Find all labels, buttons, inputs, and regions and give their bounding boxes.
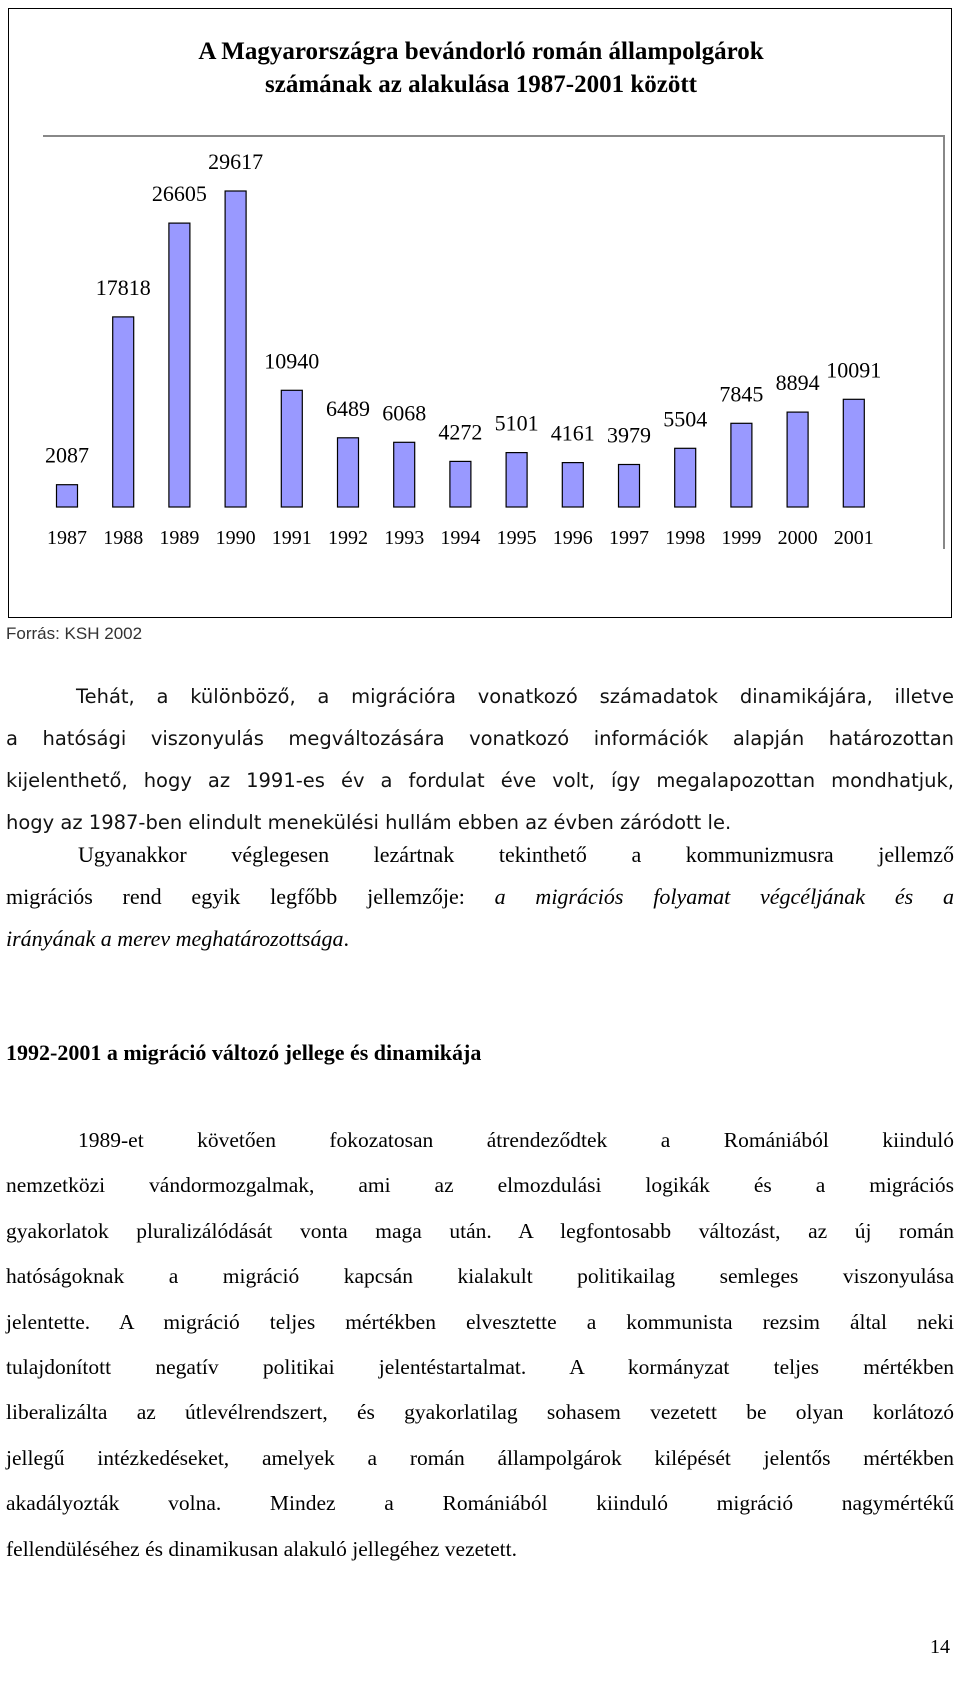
data-label-1999: 7845 (719, 381, 764, 407)
bar-1991 (281, 390, 302, 507)
data-label-1987: 2087 (45, 442, 89, 468)
paragraph-3-line: gyakorlatok pluralizálódását vonta maga után. A legfontosabb változást, az új román (6, 1218, 954, 1243)
bar-1993 (394, 442, 415, 507)
bar-1995 (506, 453, 527, 507)
paragraph-3-line: tulajdonított negatív politikai jelentéstartalmat. A kormányzat teljes mértékben (6, 1355, 954, 1380)
data-label-1992: 6489 (326, 395, 370, 421)
x-tick-1994: 1994 (440, 527, 481, 549)
paragraph-3-line: jellegű intézkedéseket, amelyek a román állampolgárok kilépését jelentős mértékben (6, 1445, 954, 1470)
chart-frame (8, 8, 952, 618)
chart-title-line-1: A Magyarországra bevándorló román állampolgárok (198, 38, 764, 65)
paragraph-1-line: Tehát, a különböző, a migrációra vonatkozó számadatok dinamikájára, illetve (76, 685, 954, 708)
chart-source: Forrás: KSH 2002 (6, 624, 143, 643)
x-tick-1997: 1997 (609, 527, 649, 549)
paragraph-1-line: kijelenthető, hogy az 1991-es év a fordulat éve volt, így megalapozottan mondhatjuk, (6, 769, 954, 792)
bar-1997 (619, 465, 640, 508)
bar-1994 (450, 461, 471, 507)
paragraph-3-line: liberalizálta az útlevélrendszert, és gyakorlatilag sohasem vezetett be olyan korlátozó (6, 1400, 954, 1425)
x-tick-2000: 2000 (777, 527, 818, 549)
data-label-1993: 6068 (382, 400, 427, 426)
x-tick-1999: 1999 (721, 527, 762, 549)
data-label-1998: 5504 (663, 406, 708, 432)
paragraph-2-emphasis: a migrációs folyamat végcéljának és a (494, 884, 954, 909)
x-tick-1996: 1996 (552, 527, 593, 549)
paragraph-2-emphasis: irányának a merev meghatározottsága (6, 926, 344, 951)
x-tick-1995: 1995 (496, 527, 537, 549)
paragraph-2-line (6, 876, 954, 918)
x-tick-1989: 1989 (159, 527, 200, 549)
x-tick-1990: 1990 (215, 527, 256, 549)
x-tick-1993: 1993 (384, 527, 425, 549)
bar-1996 (562, 463, 583, 507)
paragraph-2-text: migrációs rend egyik legfőbb jellemzője: (6, 884, 495, 909)
bar-1987 (57, 485, 78, 507)
paragraph-1 (6, 676, 954, 844)
x-tick-2001: 2001 (833, 527, 874, 549)
paragraph-2-line: Ugyanakkor véglegesen lezártnak tekinthető a kommunizmusra jellemző (78, 842, 954, 867)
x-tick-1991: 1991 (271, 527, 312, 549)
data-label-1989: 26605 (151, 181, 207, 207)
chart-title-line-2: számának az alakulása 1987-2001 között (265, 71, 697, 98)
bar-1992 (338, 438, 359, 507)
paragraph-3-line: akadályozták volna. Mindez a Romániából kiinduló migráció nagymértékű (6, 1491, 954, 1516)
data-label-1994: 4272 (438, 419, 483, 445)
bar-1988 (113, 317, 134, 507)
bar-1998 (675, 448, 696, 507)
paragraph-3 (6, 1118, 954, 1572)
paragraph-3-line: jelentette. A migráció teljes mértékben elvesztette a kommunista rezsim által neki (6, 1309, 954, 1334)
bar-1989 (169, 223, 190, 507)
data-label-2000: 8894 (775, 370, 820, 396)
x-tick-1998: 1998 (665, 527, 706, 549)
data-label-2001: 10091 (826, 357, 882, 383)
section-heading: 1992-2001 a migráció változó jellege és dinamikája (6, 1040, 482, 1065)
paragraph-2 (6, 834, 954, 960)
paragraph-2-line (6, 918, 954, 960)
data-label-1988: 17818 (95, 274, 151, 300)
data-label-1990: 29617 (208, 149, 264, 174)
data-label-1996: 4161 (550, 420, 595, 446)
x-tick-1988: 1988 (103, 527, 144, 549)
bar-chart (9, 9, 953, 619)
paragraph-1-line: hogy az 1987-ben elindult menekülési hullám ebben az évben záródott le. (6, 811, 732, 834)
data-label-1997: 3979 (607, 422, 651, 448)
paragraph-2-text: . (343, 926, 349, 951)
paragraph-3-line: hatóságoknak a migráció kapcsán kialakult politikailag semleges viszonyulása (6, 1264, 954, 1289)
data-label-1995: 5101 (494, 410, 539, 436)
paragraph-3-line: 1989-et követően fokozatosan átrendeződtek a Romániából kiinduló (78, 1128, 954, 1152)
paragraph-1-line: a hatósági viszonyulás megváltozására vonatkozó információk alapján határozottan (6, 727, 954, 750)
x-tick-1992: 1992 (328, 527, 368, 549)
paragraph-3-line: nemzetközi vándormozgalmak, ami az elmozdulási logikák és a migrációs (6, 1173, 954, 1198)
bar-1990 (225, 191, 246, 507)
bar-1999 (731, 423, 752, 507)
page-number: 14 (930, 1636, 950, 1658)
paragraph-3-line: fellendüléséhez és dinamikusan alakuló jellegéhez vezetett. (6, 1536, 517, 1561)
bar-2000 (787, 412, 808, 507)
data-label-1991: 10940 (264, 348, 320, 374)
x-tick-1987: 1987 (47, 527, 87, 549)
bar-2001 (843, 399, 864, 507)
